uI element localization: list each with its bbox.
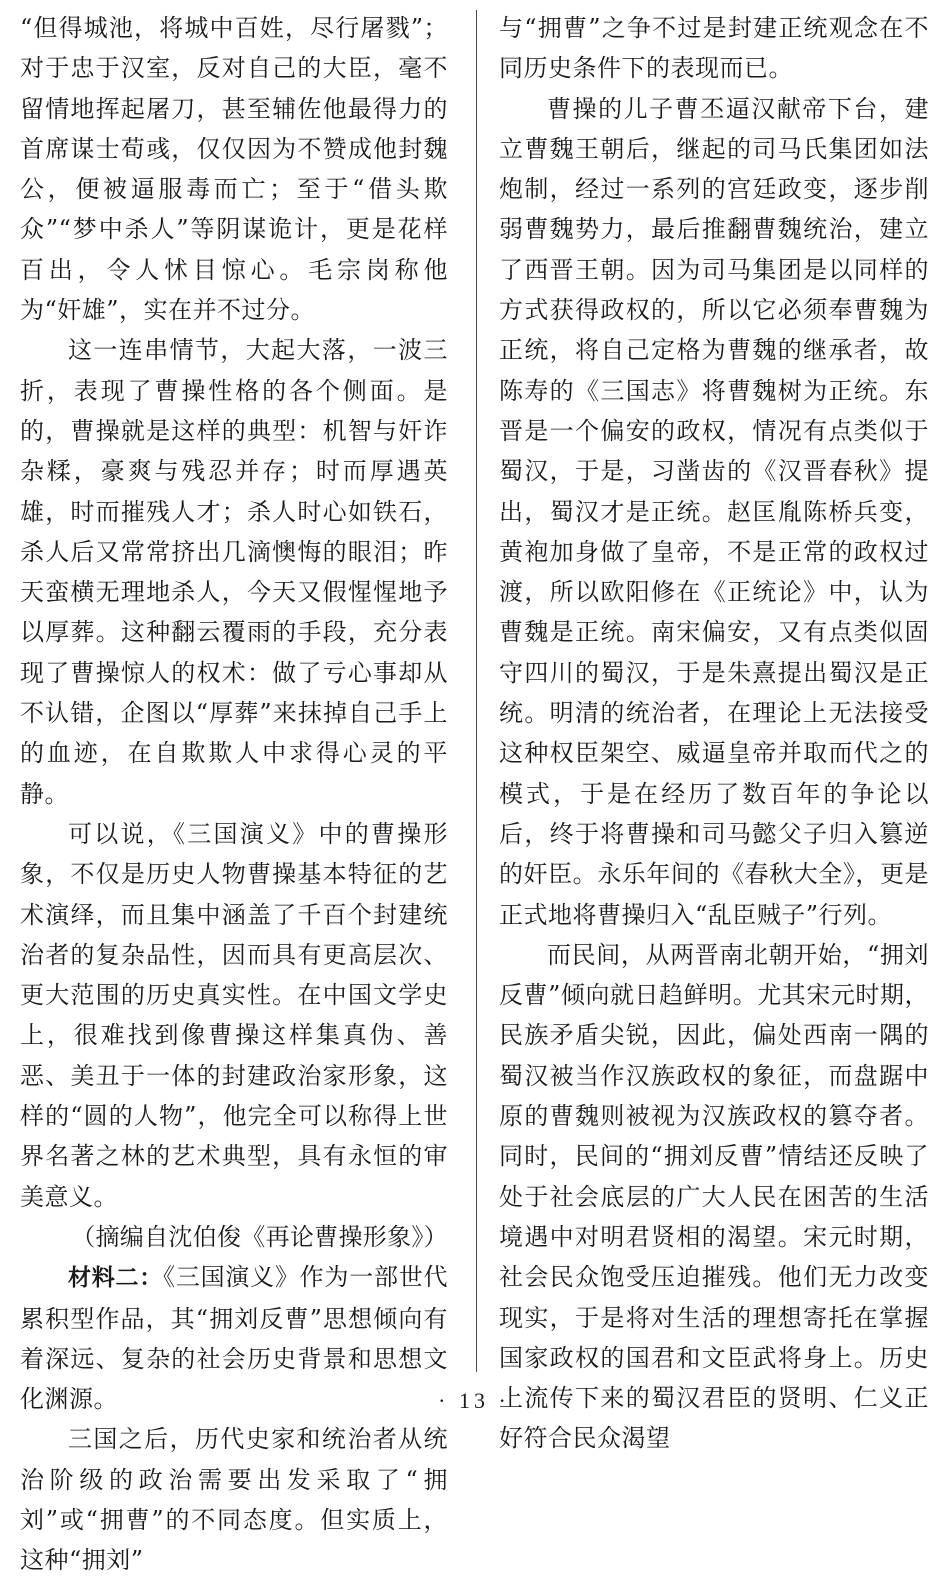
left-paragraph-1: “但得城池，将城中百姓，尽行屠戮”；对于忠于汉室，反对自己的大臣，毫不留情地挥起屠刀，甚至辅佐他最得力的首席谋士荀彧，仅仅因为不赞成他封魏公，便被逼服毒而亡；至于“借头欺众”“梦中杀人”等阴谋诡计，更是花样百出，令人怵目惊心。毛宗岗称他为“奸雄”，实在并不过分。 — [20, 14, 448, 325]
page-number: · 13 · — [438, 1388, 510, 1413]
left-paragraph-2: 这一连串情节，大起大落，一波三折，表现了曹操性格的各个侧面。是的，曹操就是这样的典型：机智与奸诈杂糅，豪爽与残忍并存；时而厚遇英雄，时而摧残人才；杀人时心如铁石，杀人后又常常挤出几滴懊悔的眼泪；昨天蛮横无理地杀人，今天又假惺惺地予以厚葬。这种翻云覆雨的手段，充分表现了曹操惊人的权术：做了亏心事却从不认错，企图以“厚葬”来抹掉自己手上的血迹，在自欺欺人中求得心灵的平静。 — [20, 336, 448, 808]
right-paragraph-3: 而民间，从两晋南北朝开始，“拥刘反曹”倾向就日趋鲜明。尤其宋元时期，民族矛盾尖锐，因此，偏处西南一隅的蜀汉被当作汉族政权的象征，而盘踞中原的曹魏则被视为汉族政权的篡夺者。同时，民间的“拥刘反曹”情结还反映了处于社会底层的广大人民在困苦的生活境遇中对明君贤相的渴望。宋元时期，社会民众饱受压迫摧残。他们无力改变现实，于是将对生活的理想寄托在掌握国家政权的国君和文臣武将身上。历史上流传下来的蜀汉君臣的贤明、仁义正好符合民众渴望 — [499, 940, 929, 1453]
material-two-text: 《三国演义》作为一部世代累积型作品，其“拥刘反曹”思想倾向有着深远、复杂的社会历史背景和思想文化渊源。 — [20, 1263, 449, 1414]
column-divider — [476, 10, 477, 1372]
left-paragraph-3: 可以说，《三国演义》中的曹操形象，不仅是历史人物曹操基本特征的艺术演绎，而且集中涵盖了千百个封建统治者的复杂品性，因而具有更高层次、更大范围的历史真实性。在中国文学史上，很难找到像曹操这样集真伪、善恶、美丑于一体的封建政治家形象，这样的“圆的人物”，他完全可以称得上世界名著之林的艺术典型，具有永恒的审美意义。 — [20, 819, 448, 1211]
left-column — [20, 8, 448, 1581]
right-paragraph-2: 曹操的儿子曹丕逼汉献帝下台，建立曹魏王朝后，继起的司马氏集团如法炮制，经过一系列的宫廷政变，逐步削弱曹魏势力，最后推翻曹魏统治，建立了西晋王朝。因为司马集团是以同样的方式获得政权的，所以它必须奉曹魏为正统，将自己定格为曹魏的继承者，故陈寿的《三国志》将曹魏树为正统。东晋是一个偏安的政权，情况有点类似于蜀汉，于是，习凿齿的《汉晋春秋》提出，蜀汉才是正统。赵匡胤陈桥兵变，黄袍加身做了皇帝，不是正常的政权过渡，所以欧阳修在《正统论》中，认为曹魏是正统。南宋偏安，又有点类似固守四川的蜀汉，于是朱熹提出蜀汉是正统。明清的统治者，在理论上无法接受这种权臣架空、威逼皇帝并取而代之的模式，于是在经历了数百年的争论以后，终于将曹操和司马懿父子归入篡逆的奸臣。永乐年间的《春秋大全》，更是正式地将曹操归入“乱臣贼子”行列。 — [499, 94, 929, 929]
right-paragraph-1: 与“拥曹”之争不过是封建正统观念在不同历史条件下的表现而已。 — [499, 14, 929, 83]
right-column — [499, 8, 929, 1459]
left-paragraph-4: 三国之后，历代史家和统治者从统治阶级的政治需要出发采取了“拥刘”或“拥曹”的不同态度。但实质上，这种“拥刘” — [20, 1425, 448, 1575]
material-two-label: 材料二： — [68, 1265, 164, 1292]
source-citation: （摘编自沈伯俊《再论曹操形象》） — [71, 1222, 448, 1251]
